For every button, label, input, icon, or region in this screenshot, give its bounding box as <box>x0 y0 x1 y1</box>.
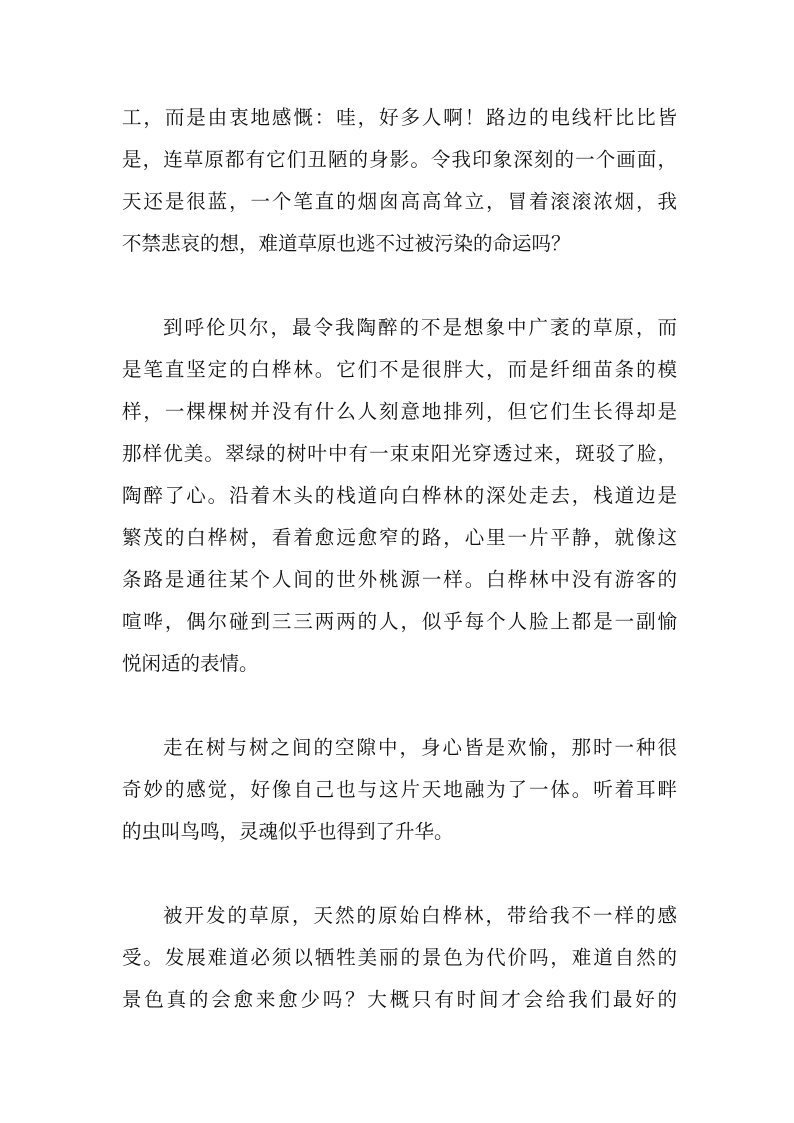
paragraph-2-line-9: 悦闲适的表情。 <box>122 652 259 675</box>
paragraph-2-line-8: 喧哗，偶尔碰到三三两两的人，似乎每个人脸上都是一副愉 <box>122 610 677 633</box>
paragraph-4-line-2: 受。发展难道必须以牺牲美丽的景色为代价吗，难道自然的 <box>122 946 677 969</box>
paragraph-2-line-4: 那样优美。翠绿的树叶中有一束束阳光穿透过来，斑驳了脸， <box>122 442 677 465</box>
paragraph-3-line-2: 奇妙的感觉，好像自己也与这片天地融为了一体。听着耳畔 <box>122 778 677 801</box>
paragraph-4-line-1: 被开发的草原，天然的原始白桦林，带给我不一样的感 <box>163 904 677 927</box>
paragraph-1-line-4: 不禁悲哀的想，难道草原也逃不过被污染的命运吗？ <box>122 232 571 255</box>
paragraph-1-line-1: 工，而是由衷地感慨：哇，好多人啊！路边的电线杆比比皆 <box>122 106 677 129</box>
paragraph-2-line-3: 样，一棵棵树并没有什么人刻意地排列，但它们生长得却是 <box>122 400 677 423</box>
paragraph-3-line-1: 走在树与树之间的空隙中，身心皆是欢愉，那时一种很 <box>163 736 677 759</box>
paragraph-4-line-3: 景色真的会愈来愈少吗？大概只有时间才会给我们最好的 <box>122 988 677 1011</box>
paragraph-1-line-2: 是，连草原都有它们丑陋的身影。令我印象深刻的一个画面， <box>122 148 677 171</box>
paragraph-2-line-7: 条路是通往某个人间的世外桃源一样。白桦林中没有游客的 <box>122 568 677 591</box>
paragraph-1-line-3: 天还是很蓝，一个笔直的烟囱高高耸立，冒着滚滚浓烟，我 <box>122 190 677 213</box>
paragraph-2-line-2: 是笔直坚定的白桦林。它们不是很胖大，而是纤细苗条的模 <box>122 358 677 381</box>
paragraph-2-line-6: 繁茂的白桦树，看着愈远愈窄的路，心里一片平静，就像这 <box>122 526 677 549</box>
paragraph-2-line-5: 陶醉了心。沿着木头的栈道向白桦林的深处走去，栈道边是 <box>122 484 677 507</box>
paragraph-3-line-3: 的虫叫鸟鸣，灵魂似乎也得到了升华。 <box>122 820 454 843</box>
paragraph-2-line-1: 到呼伦贝尔，最令我陶醉的不是想象中广袤的草原，而 <box>163 316 677 339</box>
